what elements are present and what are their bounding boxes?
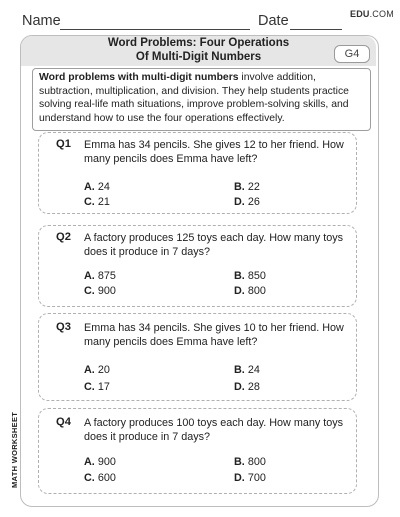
- grade-badge: G4: [334, 45, 370, 63]
- question-number: Q2: [56, 231, 71, 243]
- side-label: MATH WORKSHEET: [10, 411, 19, 488]
- question-number: Q4: [56, 416, 71, 428]
- question-text: A factory produces 125 toys each day. How many toys does it produce in 7 days?: [84, 232, 344, 258]
- brand-logo: [350, 9, 394, 19]
- option-d[interactable]: D. 26: [234, 196, 260, 208]
- option-b[interactable]: B. 850: [234, 270, 266, 282]
- question-text: A factory produces 100 toys each day. How many toys does it produce in 7 days?: [84, 417, 344, 443]
- question-number: Q1: [56, 138, 71, 150]
- option-c[interactable]: C. 600: [84, 472, 116, 484]
- option-b[interactable]: B. 24: [234, 364, 260, 376]
- option-a[interactable]: A. 20: [84, 364, 110, 376]
- intro-text: involve addition, subtraction, multiplication, and division. They help students practice solving real-life math situations, improve problem-solving skills, and understand how to use the four operations effectively.: [39, 72, 349, 124]
- intro-box: [32, 68, 371, 131]
- option-d[interactable]: D. 700: [234, 472, 266, 484]
- option-c[interactable]: C. 900: [84, 285, 116, 297]
- name-line[interactable]: [60, 29, 250, 30]
- option-b[interactable]: B. 800: [234, 456, 266, 468]
- intro-bold: Word problems with multi-digit numbers: [39, 72, 239, 83]
- option-c[interactable]: C. 17: [84, 381, 110, 393]
- question-number: Q3: [56, 321, 71, 333]
- option-a[interactable]: A. 24: [84, 181, 110, 193]
- date-line[interactable]: [290, 29, 342, 30]
- worksheet-title-line1: Word Problems: Four Operations: [107, 37, 290, 49]
- option-a[interactable]: A. 900: [84, 456, 116, 468]
- option-c[interactable]: C. 21: [84, 196, 110, 208]
- option-d[interactable]: D. 28: [234, 381, 260, 393]
- brand-sub: .COM: [369, 9, 394, 19]
- option-a[interactable]: A. 875: [84, 270, 116, 282]
- option-d[interactable]: D. 800: [234, 285, 266, 297]
- option-b[interactable]: B. 22: [234, 181, 260, 193]
- date-label: Date: [258, 13, 289, 29]
- name-label: Name: [22, 13, 61, 29]
- question-text: Emma has 34 pencils. She gives 12 to her friend. How many pencils does Emma have left?: [84, 139, 344, 165]
- question-text: Emma has 34 pencils. She gives 10 to her friend. How many pencils does Emma have left?: [84, 322, 344, 348]
- worksheet-title-line2: Of Multi-Digit Numbers: [135, 51, 262, 63]
- brand-main: EDU: [350, 9, 370, 19]
